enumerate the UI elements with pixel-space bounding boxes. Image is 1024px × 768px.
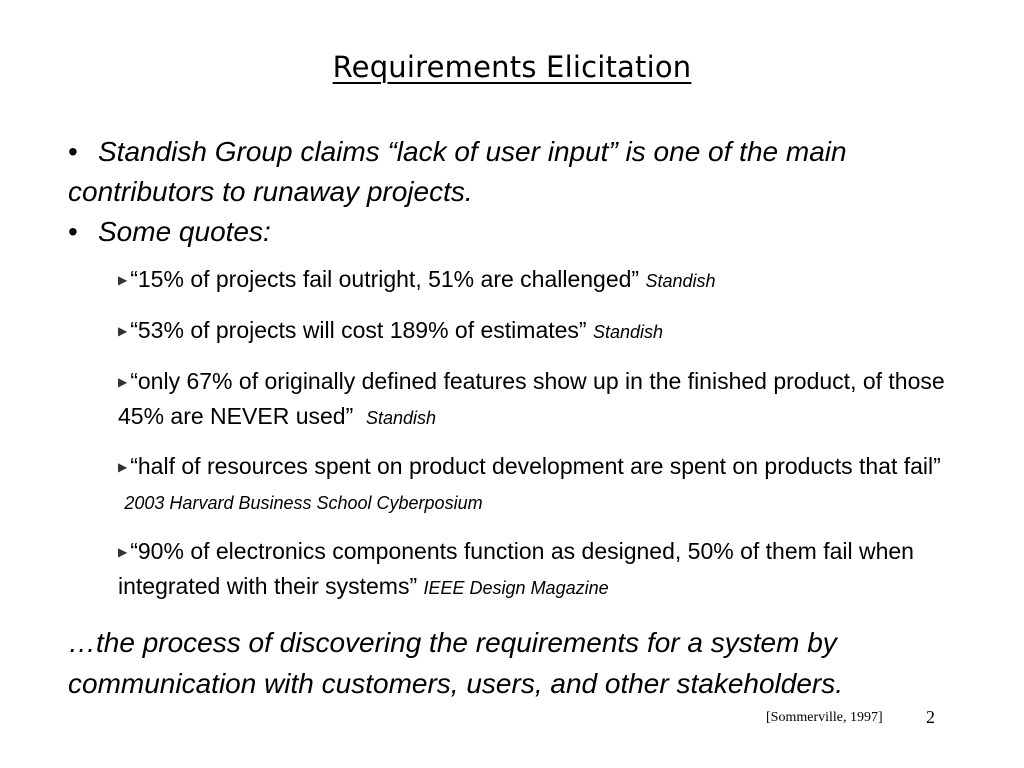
- quote-source: IEEE Design Magazine: [423, 578, 609, 598]
- right-triangle-arrow-icon: ▶: [118, 375, 128, 389]
- quote-text: “half of resources spent on product development are spent on products that fail”: [130, 453, 941, 479]
- citation: [Sommerville, 1997]: [766, 710, 883, 725]
- quote-text: “90% of electronics components function as designed, 50% of them fail when integrated with their systems”: [118, 538, 914, 599]
- quote-source: Standish: [592, 322, 664, 342]
- quote-text: “15% of projects fail outright, 51% are challenged”: [130, 266, 640, 292]
- bullet-marker: •: [68, 216, 78, 247]
- bullet-text: Standish Group claims “lack of user input” is one of the main contributors to runaway projects.: [68, 136, 847, 207]
- slide-title: Requirements Elicitation: [332, 50, 692, 84]
- quote-text: “only 67% of originally defined features show up in the finished product, of those 45% are NEVER used”: [118, 368, 945, 429]
- quote-item: [118, 262, 948, 298]
- right-triangle-arrow-icon: ▶: [118, 324, 128, 338]
- bullet-some-quotes: [68, 212, 668, 252]
- right-triangle-arrow-icon: ▶: [118, 460, 128, 474]
- quote-item: [118, 449, 948, 520]
- bullet-standish-claim: [68, 132, 968, 212]
- page-number: 2: [926, 707, 935, 727]
- quote-source: Standish: [366, 408, 437, 428]
- quote-source: 2003 Harvard Business School Cyberposium: [124, 493, 483, 513]
- right-triangle-arrow-icon: ▶: [118, 273, 128, 287]
- bullet-marker: •: [68, 136, 78, 167]
- quote-item: [118, 534, 948, 605]
- definition-text: …the process of discovering the requirements for a system by communication with customers, users, and other stakeholders.: [68, 627, 844, 699]
- quote-source: Standish: [645, 271, 716, 291]
- quote-text: “53% of projects will cost 189% of estimates”: [130, 317, 587, 343]
- quote-item: [118, 364, 948, 435]
- bullet-text: Some quotes:: [98, 216, 271, 247]
- right-triangle-arrow-icon: ▶: [118, 545, 128, 559]
- quote-item: [118, 313, 948, 349]
